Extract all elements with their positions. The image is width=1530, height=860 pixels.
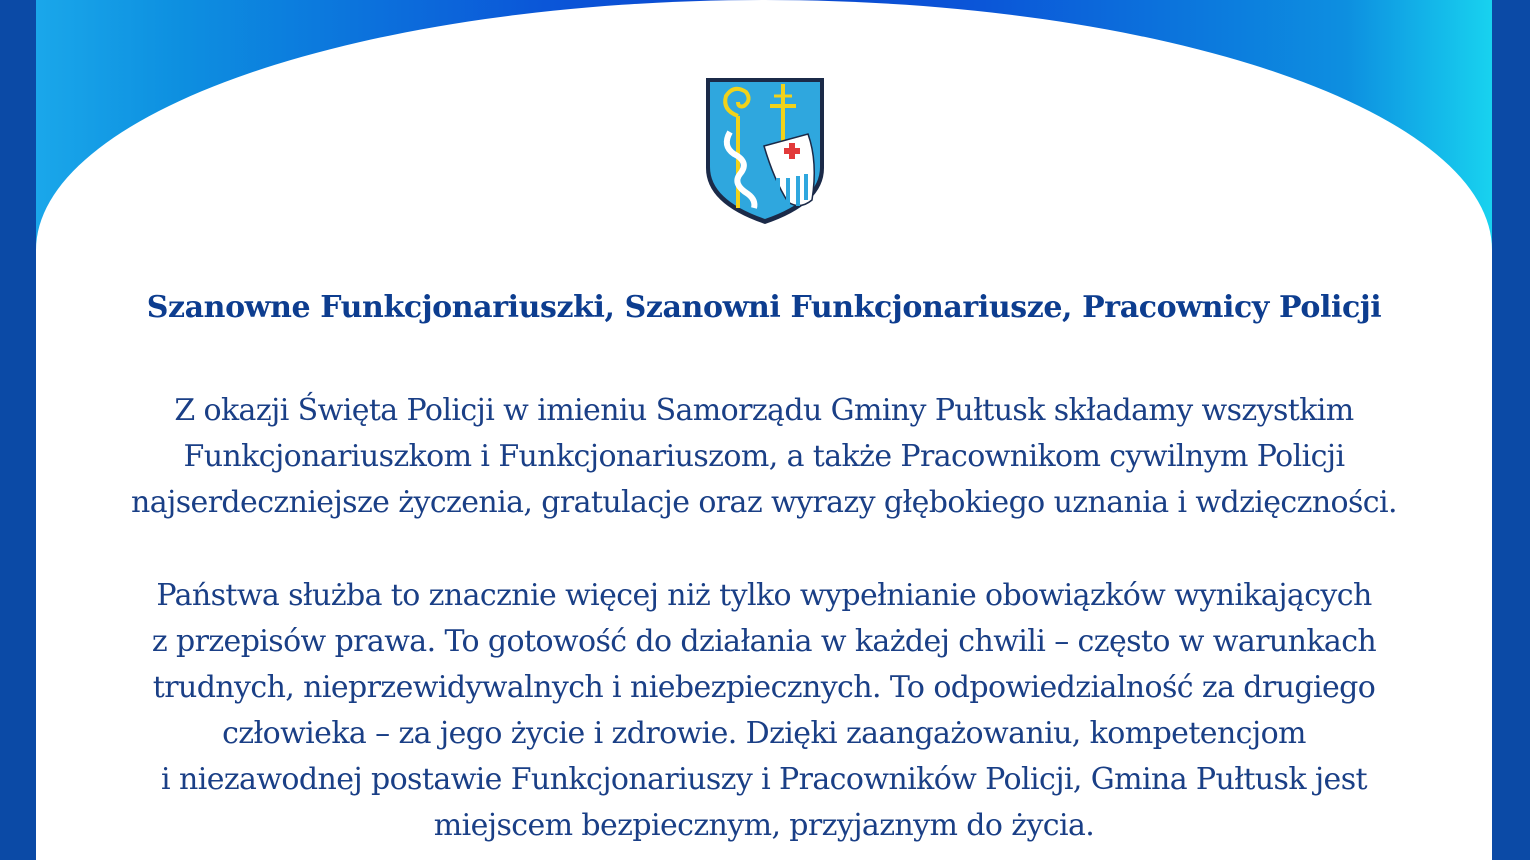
paragraph-line: Państwa służba to znacznie więcej niż tylko wypełnianie obowiązków wynikających	[156, 578, 1372, 613]
letter-heading: Szanowne Funkcjonariuszki, Szanowni Funkcjonariusze, Pracownicy Policji	[146, 290, 1382, 325]
paragraph-line: miejscem bezpiecznym, przyjaznym do życia.	[433, 808, 1095, 843]
paragraph-line: człowieka – za jego życie i zdrowie. Dzięki zaangażowaniu, kompetencjom	[222, 716, 1306, 751]
paragraph-line: i niezawodnej postawie Funkcjonariuszy i Pracowników Policji, Gmina Pułtusk jest	[161, 762, 1367, 797]
paragraph-line: Funkcjonariuszkom i Funkcjonariuszom, a także Pracownikom cywilnym Policji	[183, 439, 1345, 474]
paragraph-line: z przepisów prawa. To gotowość do działania w każdej chwili – często w warunkach	[151, 624, 1377, 659]
paragraph-line: najserdeczniejsze życzenia, gratulacje oraz wyrazy głębokiego uznania i wdzięczności.	[131, 485, 1397, 520]
paragraph-line: Z okazji Święta Policji w imieniu Samorządu Gminy Pułtusk składamy wszystkim	[174, 393, 1354, 428]
pultusk-coat-of-arms-icon	[704, 76, 826, 226]
paragraph-line: trudnych, nieprzewidywalnych i niebezpiecznych. To odpowiedzialność za drugiego	[152, 670, 1376, 705]
paragraph-greetings	[36, 388, 1492, 526]
paragraph-service	[36, 573, 1492, 849]
